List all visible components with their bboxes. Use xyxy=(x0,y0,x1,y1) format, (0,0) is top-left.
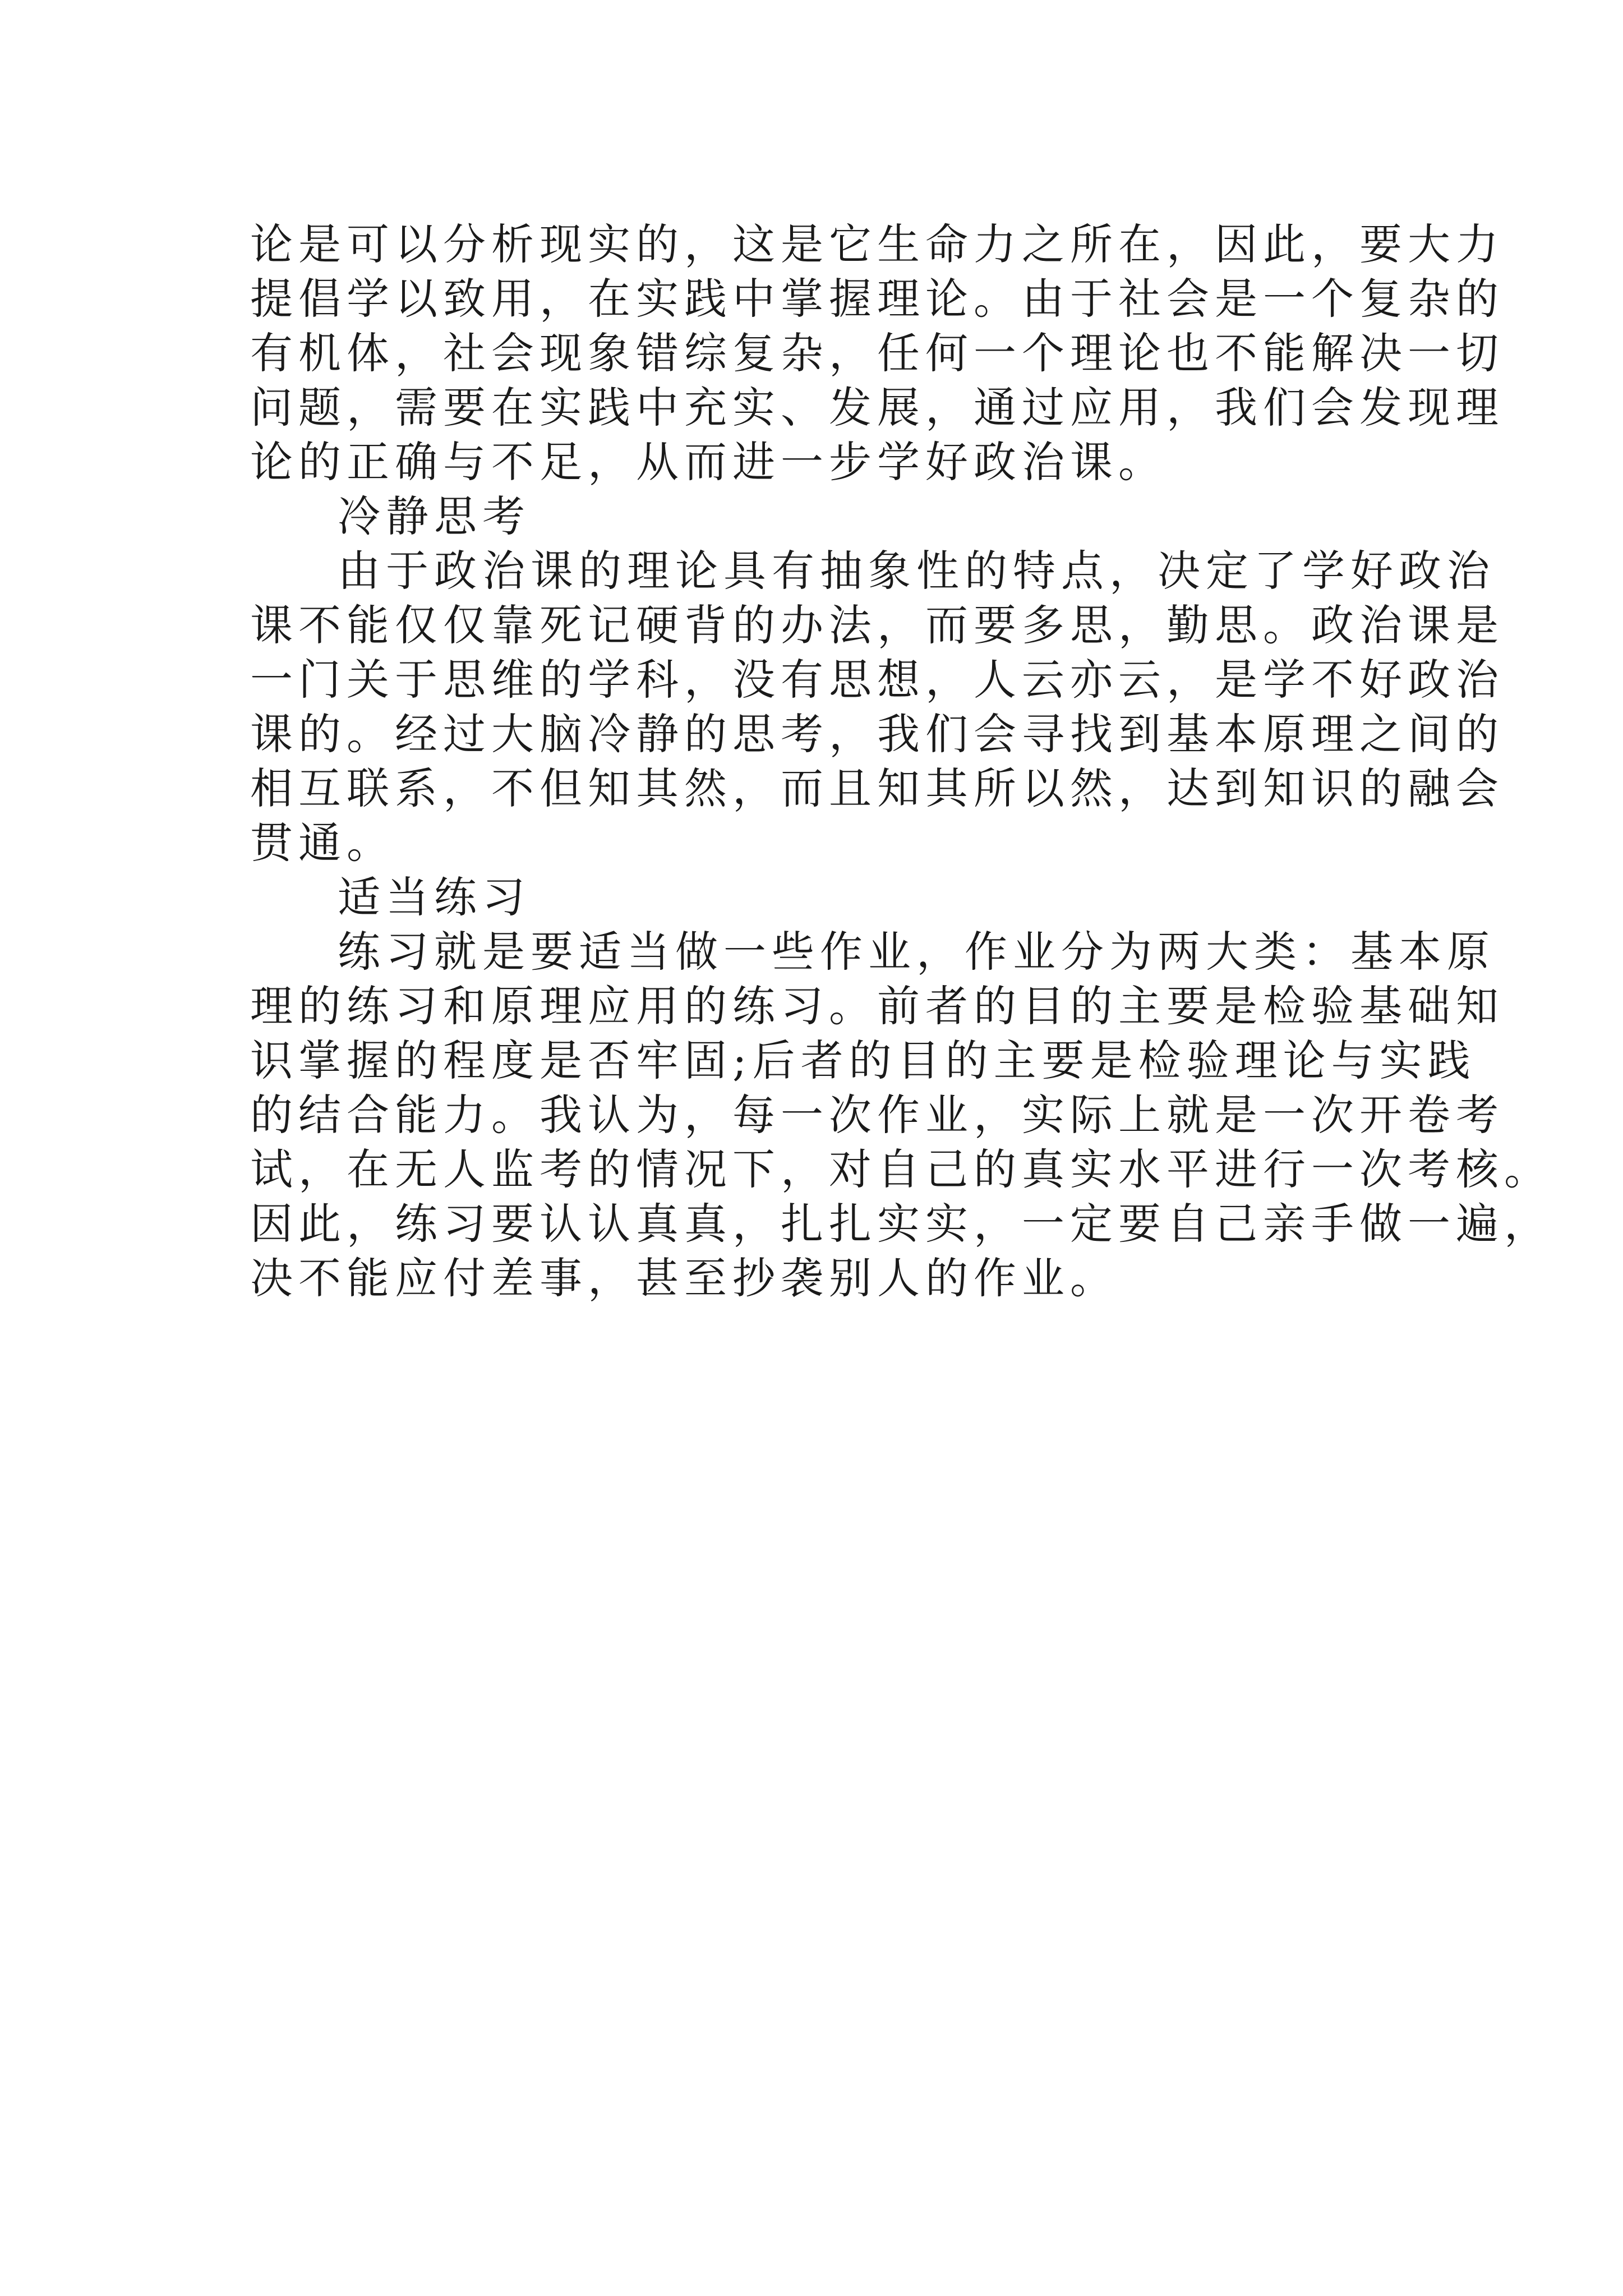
text-line: 练习就是要适当做一些作业，作业分为两大类：基本原 xyxy=(338,927,1495,977)
section-heading: 适当练习 xyxy=(338,872,531,922)
section-heading: 冷静思考 xyxy=(338,491,531,541)
text-line: 由于政治课的理论具有抽象性的特点，决定了学好政治 xyxy=(338,546,1495,596)
text-line: 相互联系，不但知其然，而且知其所以然，达到知识的融会 xyxy=(250,763,1504,813)
text-line: 的结合能力。我认为，每一次作业，实际上就是一次开卷考 xyxy=(250,1090,1504,1140)
text-line: 问题，需要在实践中充实、发展，通过应用，我们会发现理 xyxy=(250,383,1504,432)
body-text xyxy=(250,217,1552,1305)
text-line: 有机体，社会现象错综复杂，任何一个理论也不能解决一切 xyxy=(250,328,1504,378)
text-line: 贯通。 xyxy=(250,818,395,868)
text-line: 理的练习和原理应用的练习。前者的目的主要是检验基础知 xyxy=(250,981,1504,1031)
text-line: 决不能应付差事，甚至抄袭别人的作业。 xyxy=(250,1253,1118,1303)
text-line: 论的正确与不足，从而进一步学好政治课。 xyxy=(250,437,1166,487)
text-line: 课的。经过大脑冷静的思考，我们会寻找到基本原理之间的 xyxy=(250,709,1504,759)
text-line: 试，在无人监考的情况下，对自己的真实水平进行一次考核。 xyxy=(250,1144,1552,1194)
text-line: 提倡学以致用，在实践中掌握理论。由于社会是一个复杂的 xyxy=(250,274,1504,324)
text-line: 一门关于思维的学科，没有思想，人云亦云，是学不好政治 xyxy=(250,655,1504,705)
text-line: 论是可以分析现实的，这是它生命力之所在，因此，要大力 xyxy=(250,219,1504,269)
text-line: 识掌握的程度是否牢固;后者的目的主要是检验理论与实践 xyxy=(250,1036,1476,1085)
text-line: 因此，练习要认认真真，扎扎实实，一定要自己亲手做一遍， xyxy=(250,1199,1552,1249)
text-line: 课不能仅仅靠死记硬背的办法，而要多思，勤思。政治课是 xyxy=(250,600,1504,650)
